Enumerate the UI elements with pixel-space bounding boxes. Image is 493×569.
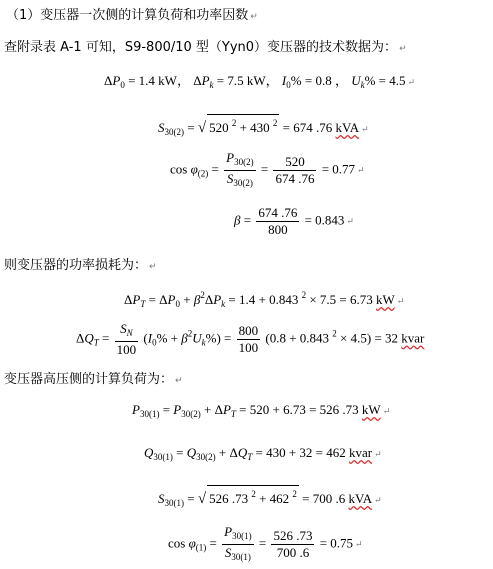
paragraph-mark: ↵ <box>149 262 157 272</box>
paragraph-mark: ↵ <box>396 296 405 306</box>
equation-beta: β = $\frac{674 .76}{800}$ = 0.843 ↵ <box>234 205 354 237</box>
equation-dpt: $\Delta P_T = \Delta P_0 + \beta^2\Delta P_k = 1.4 + 0.843$ $^2$ × 7.5 = 6.73 kW ↵ <box>124 290 405 309</box>
equation-p301: $P_{30(1)} = P_{30(2)} + \Delta P_T = 520 + 6.73 = 526$ .73 kW ↵ <box>132 402 391 419</box>
paragraph-mark: ↵ <box>407 77 416 87</box>
fraction: $\frac{P_{30(1)}}{S_{30(1)}}$ <box>224 524 252 562</box>
paragraph-mark: ↵ <box>374 449 382 459</box>
equation-cos-phi2: $\cos \varphi_{(2)}$ = $\frac{P_{30(2)}}{S_{30(2)}}$ = $\frac{520}{674 .76}$ = 0.77 ↵ <box>170 150 365 191</box>
fraction: $\frac{P_{30(2)}}{S_{30(2)}}$ <box>226 150 254 188</box>
fraction: $\frac{520}{674 .76}$ <box>275 154 315 186</box>
transformer-params: $\Delta P_0 = 1.4$ kW， $\Delta P_k = 7.5$ kW， $I_0\% = 0.8$ ， $U_k\% = 4.5$ ↵ <box>104 73 416 90</box>
fraction: $\frac{674 .76}{800}$ <box>258 205 298 237</box>
paragraph-mark: ↵ <box>250 12 258 22</box>
equation-s301: $S_{30(1)}$ = √ 526 .73 $^2$ + 462 $^2$ = 700 .6 kVA ↵ <box>158 485 382 508</box>
equation-dqt: $\Delta Q_T$ = $\frac{S_N}{100}$ $(I_0\% + \beta^2U_k\%)$ = $\frac{800}{100}$ (0.8 + 0.843 $^2$ × 4.5) = 32 kvar <box>76 321 425 357</box>
paragraph-mark: ↵ <box>374 495 382 505</box>
paragraph-mark: ↵ <box>355 539 363 550</box>
paragraph-mark: ↵ <box>361 124 369 134</box>
loss-label: 则变压器的功率损耗为： ↵ <box>4 258 157 273</box>
section-heading: （1）变压器一次侧的计算负荷和功率因数 ↵ <box>6 8 258 23</box>
intro-text: 查附录表 A-1 可知，S9-800/10 型（Yyn0）变压器的技术数据为： ↵ <box>4 40 407 55</box>
fraction: $\frac{S_N}{100}$ <box>116 321 137 357</box>
hv-label: 变压器高压侧的计算负荷为： ↵ <box>4 372 183 387</box>
equation-cos-phi1: $\cos \varphi_{(1)}$ = $\frac{P_{30(1)}}{S_{30(1)}}$ = $\frac{526 .73}{700 .6}$ = 0.75 ↵ <box>168 524 363 565</box>
fraction: $\frac{800}{100}$ <box>238 323 259 355</box>
paragraph-mark: ↵ <box>346 216 354 227</box>
paragraph-mark: ↵ <box>382 406 391 416</box>
fraction: $\frac{526 .73}{700 .6}$ <box>273 528 313 560</box>
paragraph-mark: ↵ <box>357 165 365 176</box>
paragraph-mark: ↵ <box>175 376 183 386</box>
equation-s302: $S_{30(2)}$ = √ 520 $^2$ + 430 $^2$ = 674 .76 kVA ↵ <box>158 114 369 137</box>
equation-q301: $Q_{30(1)} = Q_{30(2)} + \Delta Q_T = 430 + 32 = 462$ kvar ↵ <box>144 445 382 462</box>
paragraph-mark: ↵ <box>399 44 407 54</box>
